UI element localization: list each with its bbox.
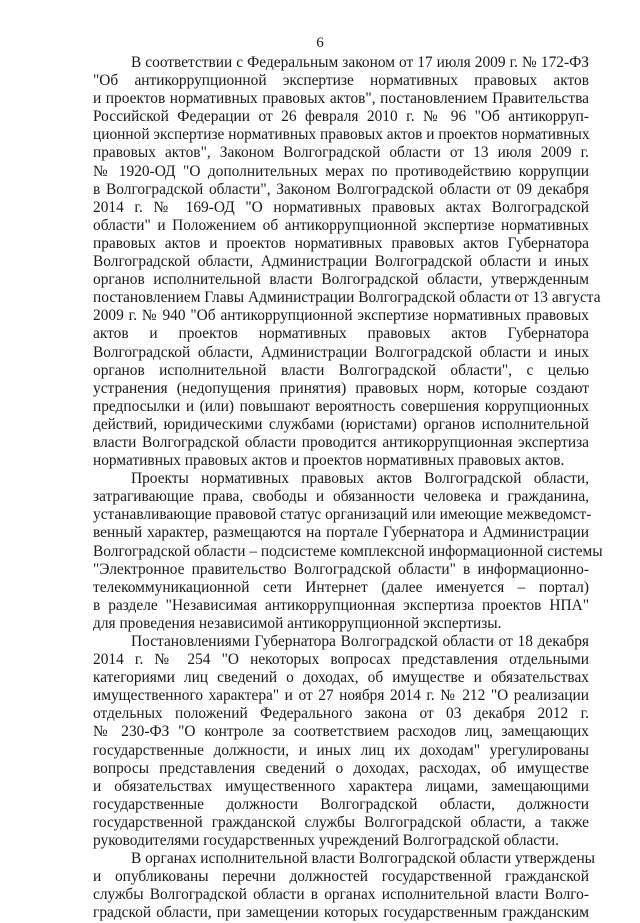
text-line: устанавливающие правовой статус организаций или имеющие межведомст- [93,506,592,524]
paragraph [93,850,596,922]
text-line: Проекты нормативных правовых актов Волгоградской области, [131,470,589,488]
text-line: отдельных положений Федерального закона от 03 декабря 2012 г. [93,705,589,723]
text-line: государственные должности Волгоградской области, должности [93,795,589,813]
text-line: Волгоградской области, Администрации Волгоградской области и иных [93,343,589,361]
text-line: затрагивающие права, свободы и обязанности человека и гражданина, [93,488,589,506]
text-line: и обязательствах имущественного характера лицами, замещающими [93,777,589,795]
paragraph [93,54,601,470]
text-line: и проектов нормативных правовых актов", постановлением Правительства [93,90,589,108]
page-number: 6 [316,35,324,51]
text-line: правовых актов и проектов нормативных правовых актов Губернатора [93,234,589,252]
text-line: нормативных правовых актов и проектов нормативных правовых актов. [93,452,565,470]
text-line: руководителями государственных учреждений Волгоградской области. [93,832,559,850]
text-line: государственной гражданской службы Волгоградской области, а также [93,813,589,831]
text-line: предпосылки и (или) повышают вероятность совершения коррупционных [93,397,589,415]
text-line: в Волгоградской области", Законом Волгоградской области от 09 декабря [93,180,589,198]
text-line: имущественного характера" и от 27 ноября 2014 г. № 212 "О реализации [93,687,589,705]
text-line: В соответствии с Федеральным законом от 17 июля 2009 г. № 172-ФЗ [131,54,589,71]
paragraph [93,633,589,850]
text-line: ционной экспертизе нормативных правовых актов и проектов нормативных [93,126,590,144]
text-line: 2014 г. № 254 "О некоторых вопросах представления отдельными [93,651,589,669]
text-line: устранения (недопущения принятия) правовых норм, которые создают [93,379,589,397]
text-line: области" и Положением об антикоррупционной экспертизе нормативных [93,216,589,234]
text-line: Российской Федерации от 26 февраля 2010 г. № 96 "Об антикорруп- [93,108,589,126]
text-line: № 230-ФЗ "О контроле за соответствием расходов лиц, замещающих [93,723,589,741]
text-line: Постановлениями Губернатора Волгоградской области от 18 декабря [131,633,589,650]
text-line: актов и проектов нормативных правовых актов Губернатора [93,325,589,343]
text-line: государственные должности, и иных лиц их доходам" урегулированы [93,741,589,759]
text-line: власти Волгоградской области проводится антикоррупционная экспертиза [93,433,589,451]
text-line: "Об антикоррупционной экспертизе нормативных правовых актов [93,72,589,90]
text-line: № 1920-ОД "О дополнительных мерах по противодействию коррупции [93,162,589,180]
text-line: категориями лиц сведений о доходах, об имуществе и обязательствах [93,669,589,687]
paragraph [93,470,603,633]
text-line: "Электронное правительство Волгоградской области" в информационно- [93,560,589,578]
text-line: градской области, при замещении которых государственным гражданским [93,904,589,922]
text-line: и опубликованы перечни должностей государственной гражданской [93,868,589,886]
text-line: вопросы представления сведений о доходах, расходах, об имуществе [93,759,589,777]
text-line: для проведения независимой антикоррупционной экспертизы. [93,614,502,632]
text-line: Волгоградской области – подсистеме комплексной информационной системы [93,542,603,560]
text-line: постановлением Главы Администрации Волгоградской области от 13 августа [93,289,601,307]
text-line: службы Волгоградской области в органах исполнительной власти Волго- [93,886,589,904]
text-line: органов исполнительной власти Волгоградской области, утвержденным [93,271,589,289]
text-line: Волгоградской области, Администрации Волгоградской области и иных [93,253,589,271]
text-line: В органах исполнительной власти Волгоградской области утверждены [131,850,596,868]
body-text [93,54,603,923]
text-line: венный характер, размещаются на портале Губернатора и Администрации [93,524,589,542]
text-line: правовых актов", Законом Волгоградской области от 13 июля 2009 г. [93,144,589,162]
text-line: 2009 г. № 940 "Об антикоррупционной экспертизе нормативных правовых [93,307,589,325]
text-line: телекоммуникационной сети Интернет (далее именуется – портал) [93,578,589,596]
text-line: действий, юридическими службами (юристами) органов исполнительной [93,415,589,433]
text-line: в разделе "Независимая антикоррупционная экспертиза проектов НПА" [93,596,589,614]
text-line: 2014 г. № 169-ОД "О нормативных правовых актах Волгоградской [93,198,589,216]
text-line: органов исполнительной власти Волгоградской области", с целью [93,361,589,379]
